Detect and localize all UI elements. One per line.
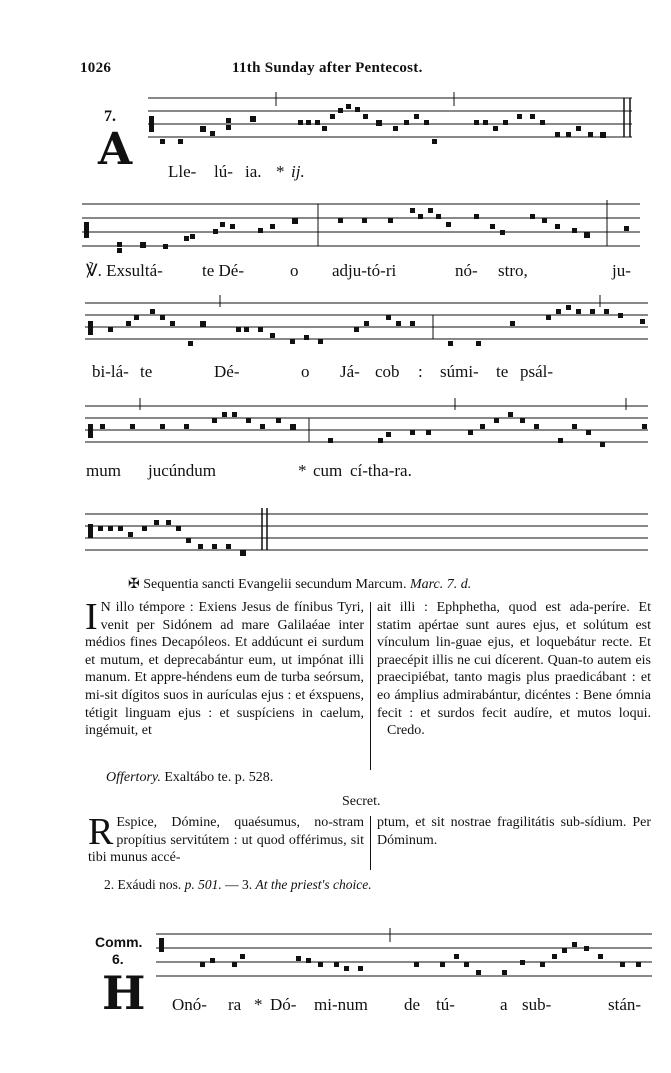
alleluia-lyrics-line4: mum jucúndum * cum cí-tha-ra. [86, 461, 412, 480]
alleluia-lyrics-line1: Lle- lú- ia. * ij. [168, 162, 305, 181]
secret-right-column: ptum, et sit nostrae fragilitátis sub-sídium. Per Dóminum. [377, 815, 651, 848]
music-staff [0, 92, 671, 162]
drop-initial-h: H [102, 966, 146, 1020]
music-staff [0, 398, 671, 460]
secret-left-column: R Espice, Dómine, quaésumus, no-stram propítius servitútem : ut quod offérimus, sit tibi munus accé- [88, 811, 364, 866]
running-title: 11th Sunday after Pentecost. [232, 60, 423, 76]
communion-label: Comm. [95, 934, 143, 950]
communion-lyrics: Onó- ra * Dó- mi-num de tú- a sub- stán- [172, 995, 642, 1014]
drop-initial-r: R [88, 811, 114, 853]
communion-mode: 6. [112, 951, 124, 967]
gospel-heading: ✠ Sequentia sancti Evangelii secundum Marcum. Marc. 7. d. [128, 577, 472, 592]
music-staff [0, 295, 671, 357]
drop-initial-a: A [98, 124, 133, 175]
column-divider [370, 816, 371, 870]
music-staff [0, 926, 671, 996]
alleluia-lyrics-line2: ℣. Exsultá- te Dé- o adju-tó-ri nó- stro, ju- [86, 261, 631, 280]
gospel-right-column: ait illi : Ephphetha, quod est ada-períre. Et statim apértae sunt aures ejus, et solútum est vínculum lin-guae ejus, et loquebátur recte. Et praecépit illis ne cui dícerent. Quan-to autem eis praecipiébat, tanto magis plus praedicábant : et eo ámplius admirabántur, dicéntes : Bene ómnia fecit : et surdos fecit audíre, et mutos loqui. Credo. [377, 600, 651, 739]
music-staff [0, 508, 671, 560]
offertory-line: Offertory. Exaltábo te. p. 528. [106, 770, 274, 785]
drop-initial-i: I [85, 596, 98, 638]
secret-title: Secret. [342, 794, 381, 809]
page-number: 1026 [80, 60, 112, 76]
mode-number: 7. [104, 108, 116, 125]
column-divider [370, 602, 371, 770]
cross-icon: ✠ [128, 577, 140, 592]
alternatives-line: 2. Exáudi nos. p. 501. — 3. At the priest's choice. [104, 877, 372, 892]
music-staff [0, 200, 671, 262]
alleluia-lyrics-line3: bi-lá- te Dé- o Já- cob : súmi- te psál- [92, 362, 554, 381]
gospel-left-column: I N illo témpore : Exiens Jesus de fínibus Tyri, venit per Sidónem ad mare Galilaéae inter médios fines Decapóleos. Et addúcunt ei surdum et mutum, et deprecabántur eum, ut impónat illi manum. Et appre-héndens eum de turba seórsum, mi-sit dígitos suos in aurículas ejus : et éxspuens, tétigit linguam ejus : et suspíciens in caelum, ingémuit, et [85, 596, 364, 739]
